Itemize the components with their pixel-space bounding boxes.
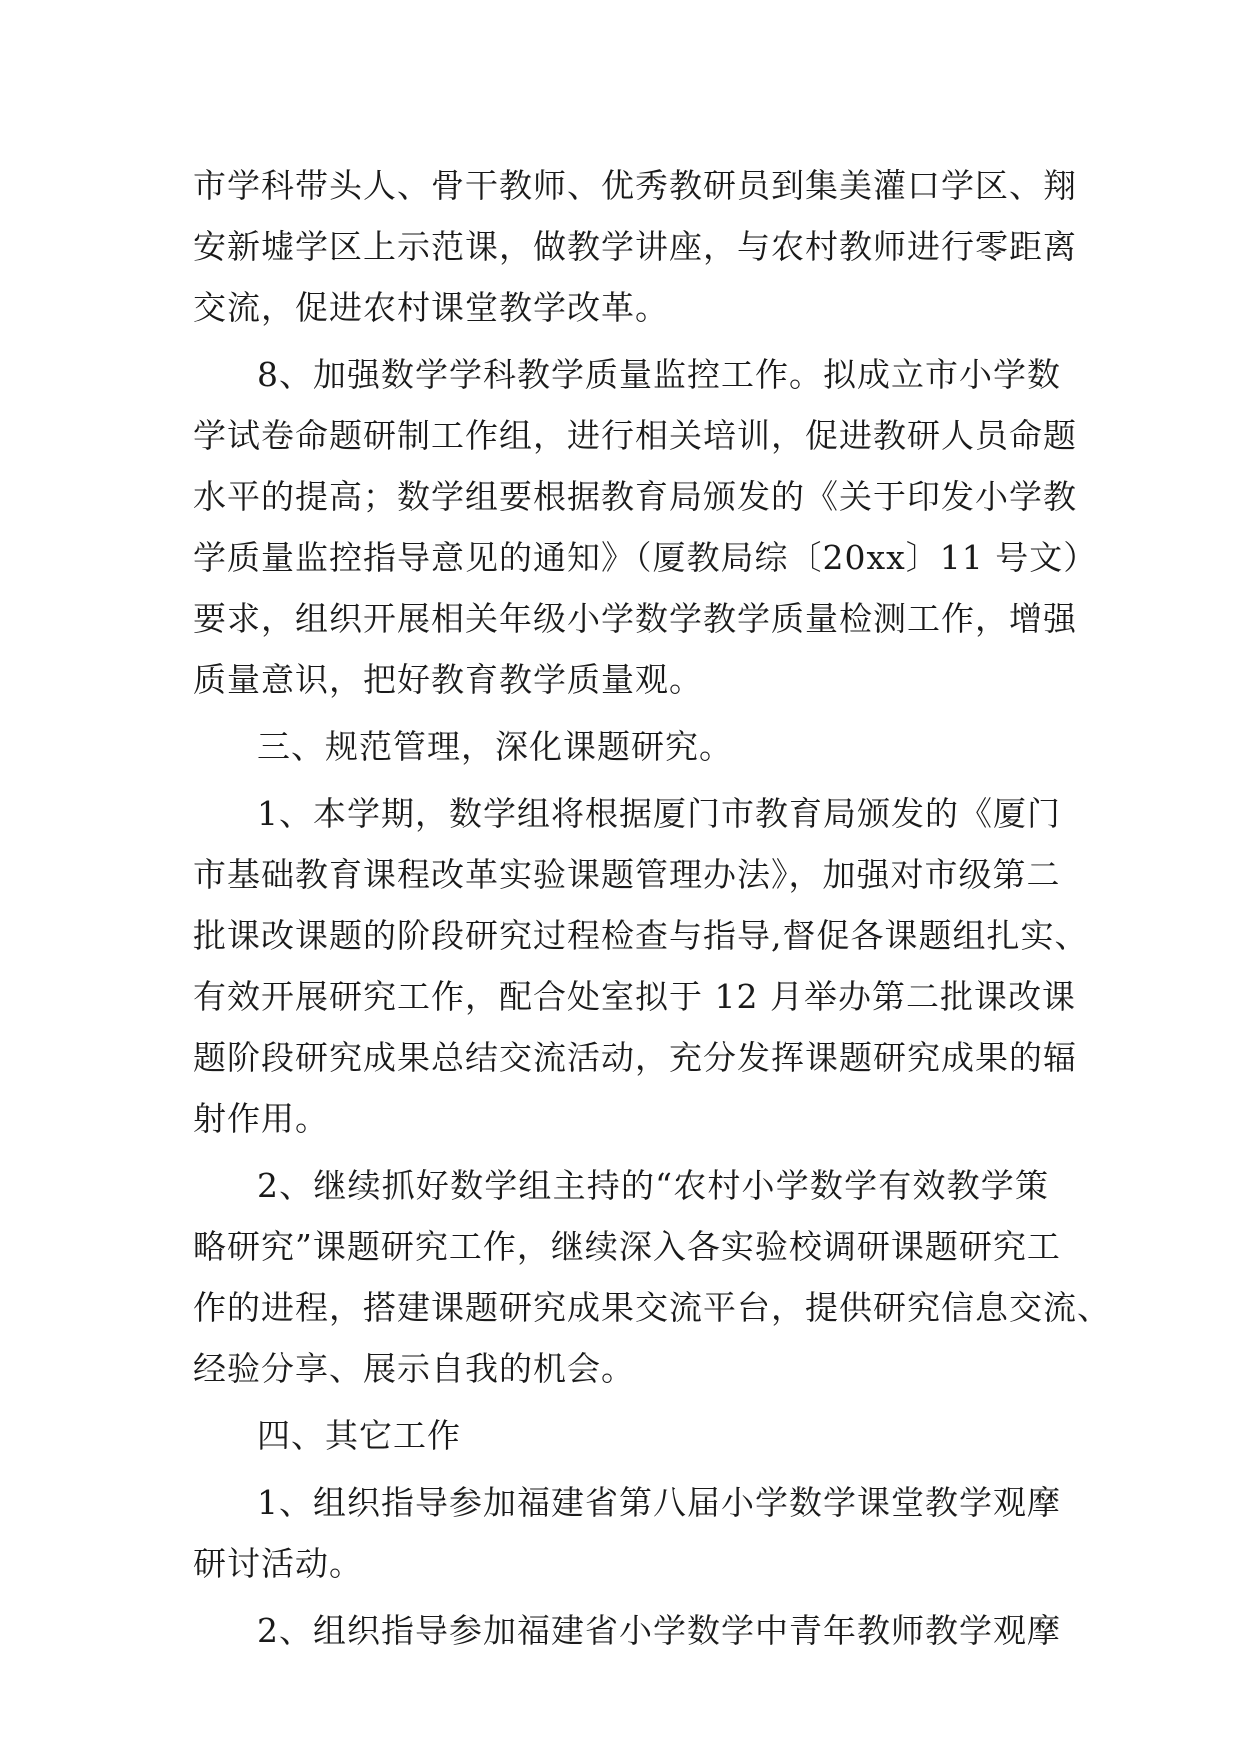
text-line: 2、继续抓好数学组主持的“农村小学数学有效教学策 bbox=[257, 1166, 1049, 1205]
text-line: 四、其它工作 bbox=[257, 1416, 461, 1455]
text-line: 1、本学期，数学组将根据厦门市教育局颁发的《厦门 bbox=[257, 794, 1061, 833]
text-line: 学试卷命题研制工作组，进行相关培训，促进教研人员命题 bbox=[193, 416, 1077, 455]
text-line: 经验分享、展示自我的机会。 bbox=[193, 1349, 635, 1388]
text-line: 作的进程，搭建课题研究成果交流平台，提供研究信息交流、 bbox=[193, 1288, 1111, 1327]
document-page bbox=[193, 155, 1111, 1661]
text-line: 市学科带头人、骨干教师、优秀教研员到集美灌口学区、翔 bbox=[193, 166, 1077, 205]
text-line: 研讨活动。 bbox=[193, 1544, 363, 1583]
section-heading-4 bbox=[193, 1405, 1049, 1466]
text-line: 题阶段研究成果总结交流活动，充分发挥课题研究成果的辐 bbox=[193, 1038, 1077, 1077]
text-line: 交流，促进农村课堂教学改革。 bbox=[193, 288, 669, 327]
text-line: 有效开展研究工作，配合处室拟于 12 月举办第二批课改课 bbox=[193, 977, 1076, 1016]
section-heading-3 bbox=[193, 716, 1049, 777]
text-line: 略研究”课题研究工作，继续深入各实验校调研课题研究工 bbox=[193, 1227, 1061, 1266]
paragraph-section-4-item-1 bbox=[193, 1472, 1061, 1594]
text-line: 2、组织指导参加福建省小学数学中青年教师教学观摩 bbox=[257, 1611, 1061, 1650]
text-line: 学质量监控指导意见的通知》（厦教局综〔20xx〕11 号文） bbox=[193, 538, 1098, 577]
text-line: 8、加强数学学科教学质量监控工作。拟成立市小学数 bbox=[257, 355, 1061, 394]
text-line: 水平的提高；数学组要根据教育局颁发的《关于印发小学教 bbox=[193, 477, 1077, 516]
text-line: 射作用。 bbox=[193, 1099, 329, 1138]
text-line: 批课改课题的阶段研究过程检查与指导,督促各课题组扎实、 bbox=[193, 916, 1089, 955]
paragraph-section-3-item-1 bbox=[193, 783, 1089, 1149]
paragraph-item-8 bbox=[193, 344, 1098, 710]
text-line: 1、组织指导参加福建省第八届小学数学课堂教学观摩 bbox=[257, 1483, 1061, 1522]
text-line: 市基础教育课程改革实验课题管理办法》，加强对市级第二 bbox=[193, 855, 1061, 894]
text-line: 安新墟学区上示范课，做教学讲座，与农村教师进行零距离 bbox=[193, 227, 1077, 266]
paragraph-continued bbox=[193, 155, 1077, 338]
text-line: 要求，组织开展相关年级小学数学教学质量检测工作，增强 bbox=[193, 599, 1077, 638]
text-line: 质量意识，把好教育教学质量观。 bbox=[193, 660, 703, 699]
text-line: 三、规范管理，深化课题研究。 bbox=[257, 727, 733, 766]
paragraph-section-3-item-2 bbox=[193, 1155, 1111, 1399]
paragraph-section-4-item-2 bbox=[193, 1600, 1061, 1661]
